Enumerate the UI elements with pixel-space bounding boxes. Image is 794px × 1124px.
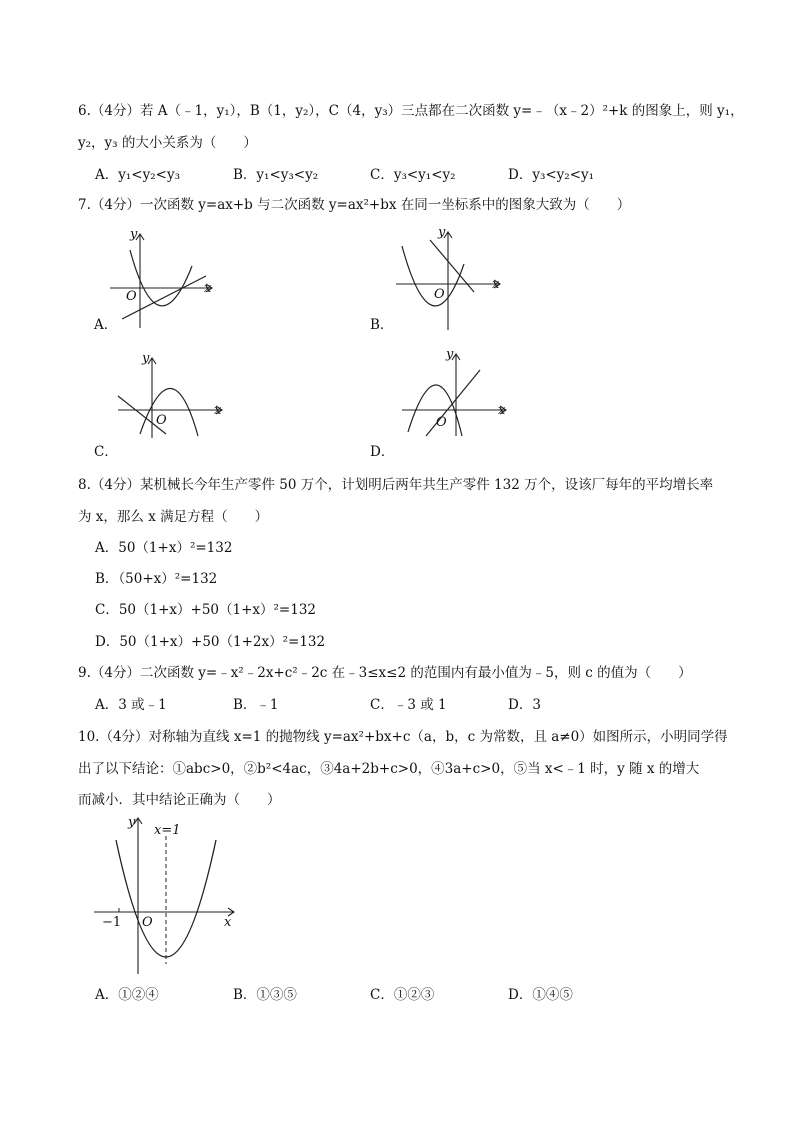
q7-graph-c-origin: O bbox=[156, 413, 167, 428]
q10-parabola-graph bbox=[92, 814, 242, 974]
q6-option-d: D．y₃<y₂<y₁ bbox=[508, 167, 595, 183]
q7-graph-a bbox=[100, 228, 220, 333]
q10-stem-line2: 出了以下结论：①abc>0，②b²<4ac，③4a+2b+c>0，④3a+c>0，⑤当 x<﹣1 时，y 随 x 的增大 bbox=[78, 761, 700, 777]
q7-option-a-label: A． bbox=[94, 317, 118, 333]
q7-graph-a-x-label: x bbox=[204, 281, 212, 296]
q10-graph-neg-one: −1 bbox=[102, 915, 122, 930]
q6-option-a: A．y₁<y₂<y₃ bbox=[95, 167, 180, 183]
q9-option-c: C．﹣3 或 1 bbox=[370, 697, 447, 713]
q6-option-b: B．y₁<y₃<y₂ bbox=[233, 167, 319, 183]
q7-graph-d-origin: O bbox=[436, 415, 447, 430]
q7-graph-c-y-label: y bbox=[142, 351, 150, 366]
q8-option-d: D．50（1+x）+50（1+2x）²=132 bbox=[95, 634, 326, 650]
q10-graph-origin: O bbox=[142, 915, 153, 930]
q7-option-b-label: B． bbox=[370, 317, 394, 333]
q10-stem-line1: 10.（4分）对称轴为直线 x=1 的抛物线 y=ax²+bx+c（a，b，c 为常数，且 a≠0）如图所示，小明同学得 bbox=[78, 729, 728, 745]
q10-option-a: A．①②④ bbox=[95, 987, 159, 1003]
q7-graph-b-y-label: y bbox=[438, 225, 446, 240]
q10-option-b: B．①③⑤ bbox=[233, 987, 297, 1003]
q9-option-b: B．﹣1 bbox=[233, 697, 279, 713]
q7-graph-d bbox=[396, 348, 516, 438]
q7-graph-c-x-label: x bbox=[214, 403, 222, 418]
q10-graph-y-label: y bbox=[128, 815, 136, 830]
q9-stem: 9.（4分）二次函数 y=﹣x²﹣2x+c²﹣2c 在﹣3≤x≤2 的范围内有最小值为﹣5，则 c 的值为（ ） bbox=[78, 665, 692, 681]
q7-stem: 7.（4分）一次函数 y=ax+b 与二次函数 y=ax²+bx 在同一坐标系中的图象大致为（ ） bbox=[78, 197, 631, 213]
q7-graph-d-x-label: x bbox=[498, 403, 506, 418]
q6-option-c: C．y₃<y₁<y₂ bbox=[370, 167, 456, 183]
q7-graph-b-origin: O bbox=[434, 287, 445, 302]
q6-stem-line1: 6.（4分）若 A（﹣1，y₁），B（1，y₂），C（4，y₃）三点都在二次函数 y=﹣（x﹣2）²+k 的图象上，则 y₁， bbox=[78, 103, 744, 119]
q7-graph-c bbox=[112, 352, 232, 442]
q7-graph-a-origin: O bbox=[126, 289, 137, 304]
q8-option-a: A．50（1+x）²=132 bbox=[95, 540, 233, 556]
q10-option-d: D．①④⑤ bbox=[508, 987, 573, 1003]
q10-graph-x-label: x bbox=[224, 915, 232, 930]
q7-graph-a-y-label: y bbox=[130, 227, 138, 242]
q7-graph-b-x-label: x bbox=[492, 277, 500, 292]
q8-option-b: B．（50+x）²=132 bbox=[95, 571, 218, 587]
q7-option-c-label: C． bbox=[94, 444, 118, 460]
q9-option-a: A．3 或﹣1 bbox=[95, 697, 167, 713]
q8-option-c: C．50（1+x）+50（1+x）²=132 bbox=[95, 602, 317, 618]
q7-option-d-label: D． bbox=[370, 444, 395, 460]
q7-graph-d-y-label: y bbox=[446, 347, 454, 362]
q10-graph-symmetry-label: x=1 bbox=[154, 823, 181, 838]
q10-option-c: C．①②③ bbox=[370, 987, 435, 1003]
q8-stem-line2: 为 x，那么 x 满足方程（ ） bbox=[78, 509, 269, 525]
q10-stem-line3: 而减小．其中结论正确为（ ） bbox=[78, 792, 281, 808]
q7-graph-b bbox=[390, 226, 510, 331]
q8-stem-line1: 8.（4分）某机械长今年生产零件 50 万个，计划明后两年共生产零件 132 万个，设该厂每年的平均增长率 bbox=[78, 477, 714, 493]
q9-option-d: D．3 bbox=[508, 697, 541, 713]
q6-stem-line2: y₂，y₃ 的大小关系为（ ） bbox=[78, 135, 257, 151]
